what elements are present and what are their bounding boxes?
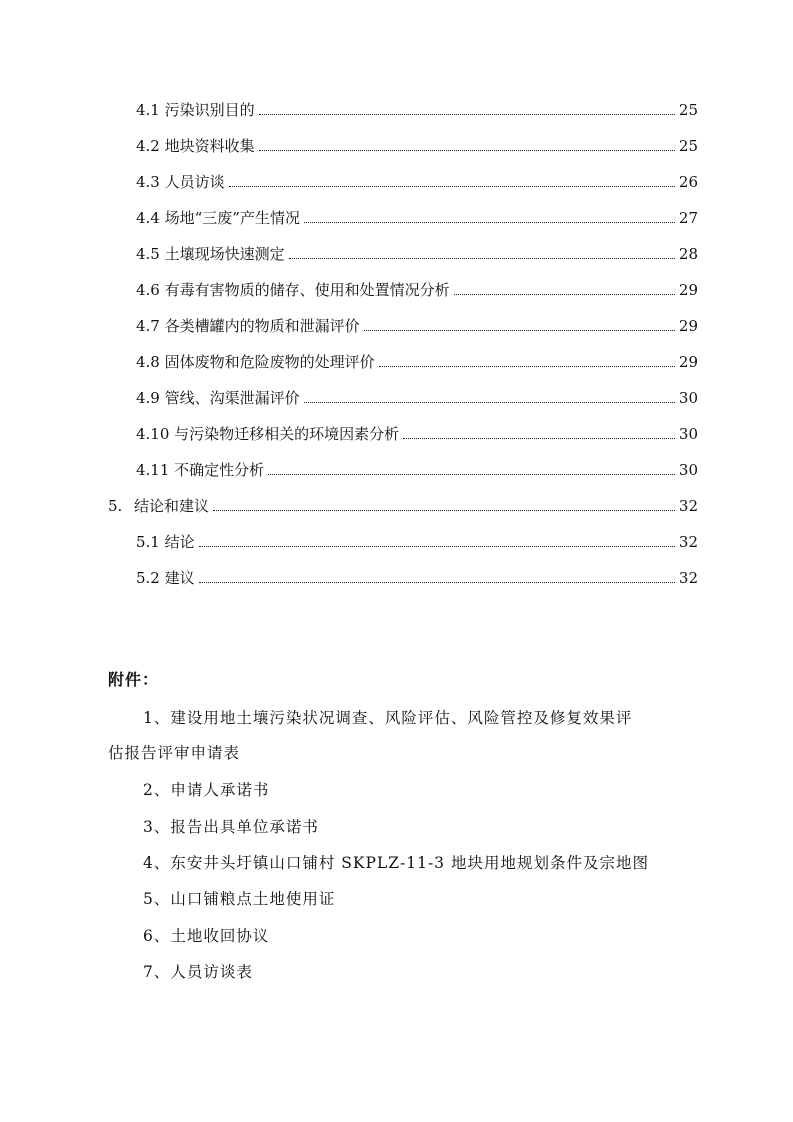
toc-page-number: 29 — [678, 353, 698, 371]
toc-leader-dots — [199, 545, 675, 547]
toc-leader-dots — [304, 401, 675, 403]
toc-entry-4-3[interactable] — [136, 166, 698, 192]
appendix-item-6: 6、土地收回协议 — [143, 927, 270, 945]
toc-entry-label: 4.6 有毒有害物质的储存、使用和处置情况分析 — [136, 281, 450, 299]
toc-entry-label: 5.1 结论 — [136, 533, 195, 551]
toc-entry-label: 4.4 场地“三废”产生情况 — [136, 209, 300, 227]
toc-page-number: 25 — [678, 101, 698, 119]
appendix-item-5: 5、山口铺粮点土地使用证 — [143, 890, 336, 908]
toc-page-number: 32 — [678, 497, 698, 515]
toc-page-number: 29 — [678, 317, 698, 335]
toc-entry-4-11[interactable] — [136, 454, 698, 480]
toc-entry-4-2[interactable] — [136, 130, 698, 156]
toc-entry-4-5[interactable] — [136, 238, 698, 264]
appendix-item-7: 7、人员访谈表 — [143, 963, 253, 981]
toc-leader-dots — [259, 113, 675, 115]
toc-entry-label: 5.2 建议 — [136, 569, 195, 587]
toc-page-number: 30 — [678, 389, 698, 407]
toc-entry-4-6[interactable] — [136, 274, 698, 300]
toc-entry-4-8[interactable] — [136, 346, 698, 372]
toc-leader-dots — [199, 581, 675, 583]
toc-entry-label: 4.3 人员访谈 — [136, 173, 225, 191]
toc-leader-dots — [364, 329, 675, 331]
toc-page-number: 29 — [678, 281, 698, 299]
toc-leader-dots — [289, 257, 675, 259]
toc-entry-5-2[interactable] — [136, 562, 698, 588]
toc-entry-label: 4.1 污染识别目的 — [136, 101, 255, 119]
toc-entry-5-1[interactable] — [136, 526, 698, 552]
toc-page-number: 28 — [678, 245, 698, 263]
toc-page-number: 26 — [678, 173, 698, 191]
appendix-item-2: 2、申请人承诺书 — [143, 781, 270, 799]
toc-page-number: 27 — [678, 209, 698, 227]
toc-chapter-number: 5. — [108, 497, 123, 515]
toc-entry-label: 4.8 固体废物和危险废物的处理评价 — [136, 353, 375, 371]
appendix-item-1-line-2: 估报告评审申请表 — [108, 744, 241, 762]
toc-page-number: 30 — [678, 425, 698, 443]
toc-page-number: 32 — [678, 569, 698, 587]
toc-leader-dots — [304, 221, 675, 223]
toc-page-number: 30 — [678, 461, 698, 479]
toc-page-number: 25 — [678, 137, 698, 155]
appendix-item-4: 4、东安井头圩镇山口铺村 SKPLZ-11-3 地块用地规划条件及宗地图 — [143, 854, 649, 872]
toc-leader-dots — [379, 365, 675, 367]
toc-entry-label: 4.9 管线、沟渠泄漏评价 — [136, 389, 300, 407]
toc-entry-4-7[interactable] — [136, 310, 698, 336]
appendix-item-3: 3、报告出具单位承诺书 — [143, 818, 319, 836]
toc-entry-4-9[interactable] — [136, 382, 698, 408]
toc-entry-label: 4.10 与污染物迁移相关的环境因素分析 — [136, 425, 400, 443]
toc-leader-dots — [213, 509, 675, 511]
toc-entry-chapter-5[interactable] — [108, 490, 698, 516]
toc-entry-4-1[interactable] — [136, 94, 698, 120]
toc-entry-label: 4.5 土壤现场快速测定 — [136, 245, 285, 263]
toc-leader-dots — [259, 149, 675, 151]
toc-entry-label: 4.7 各类槽罐内的物质和泄漏评价 — [136, 317, 360, 335]
toc-entry-label: 结论和建议 — [134, 497, 210, 515]
toc-entry-4-4[interactable] — [136, 202, 698, 228]
toc-entry-label: 4.11 不确定性分析 — [136, 461, 265, 479]
toc-entry-4-10[interactable] — [136, 418, 698, 444]
toc-page-number: 32 — [678, 533, 698, 551]
toc-leader-dots — [403, 437, 675, 439]
appendix-item-1-line-1: 1、建设用地土壤污染状况调查、风险评估、风险管控及修复效果评 — [143, 709, 633, 727]
toc-leader-dots — [454, 293, 675, 295]
toc-leader-dots — [268, 473, 675, 475]
toc-leader-dots — [229, 185, 675, 187]
appendix-heading: 附件： — [108, 670, 160, 689]
toc-entry-label: 4.2 地块资料收集 — [136, 137, 255, 155]
